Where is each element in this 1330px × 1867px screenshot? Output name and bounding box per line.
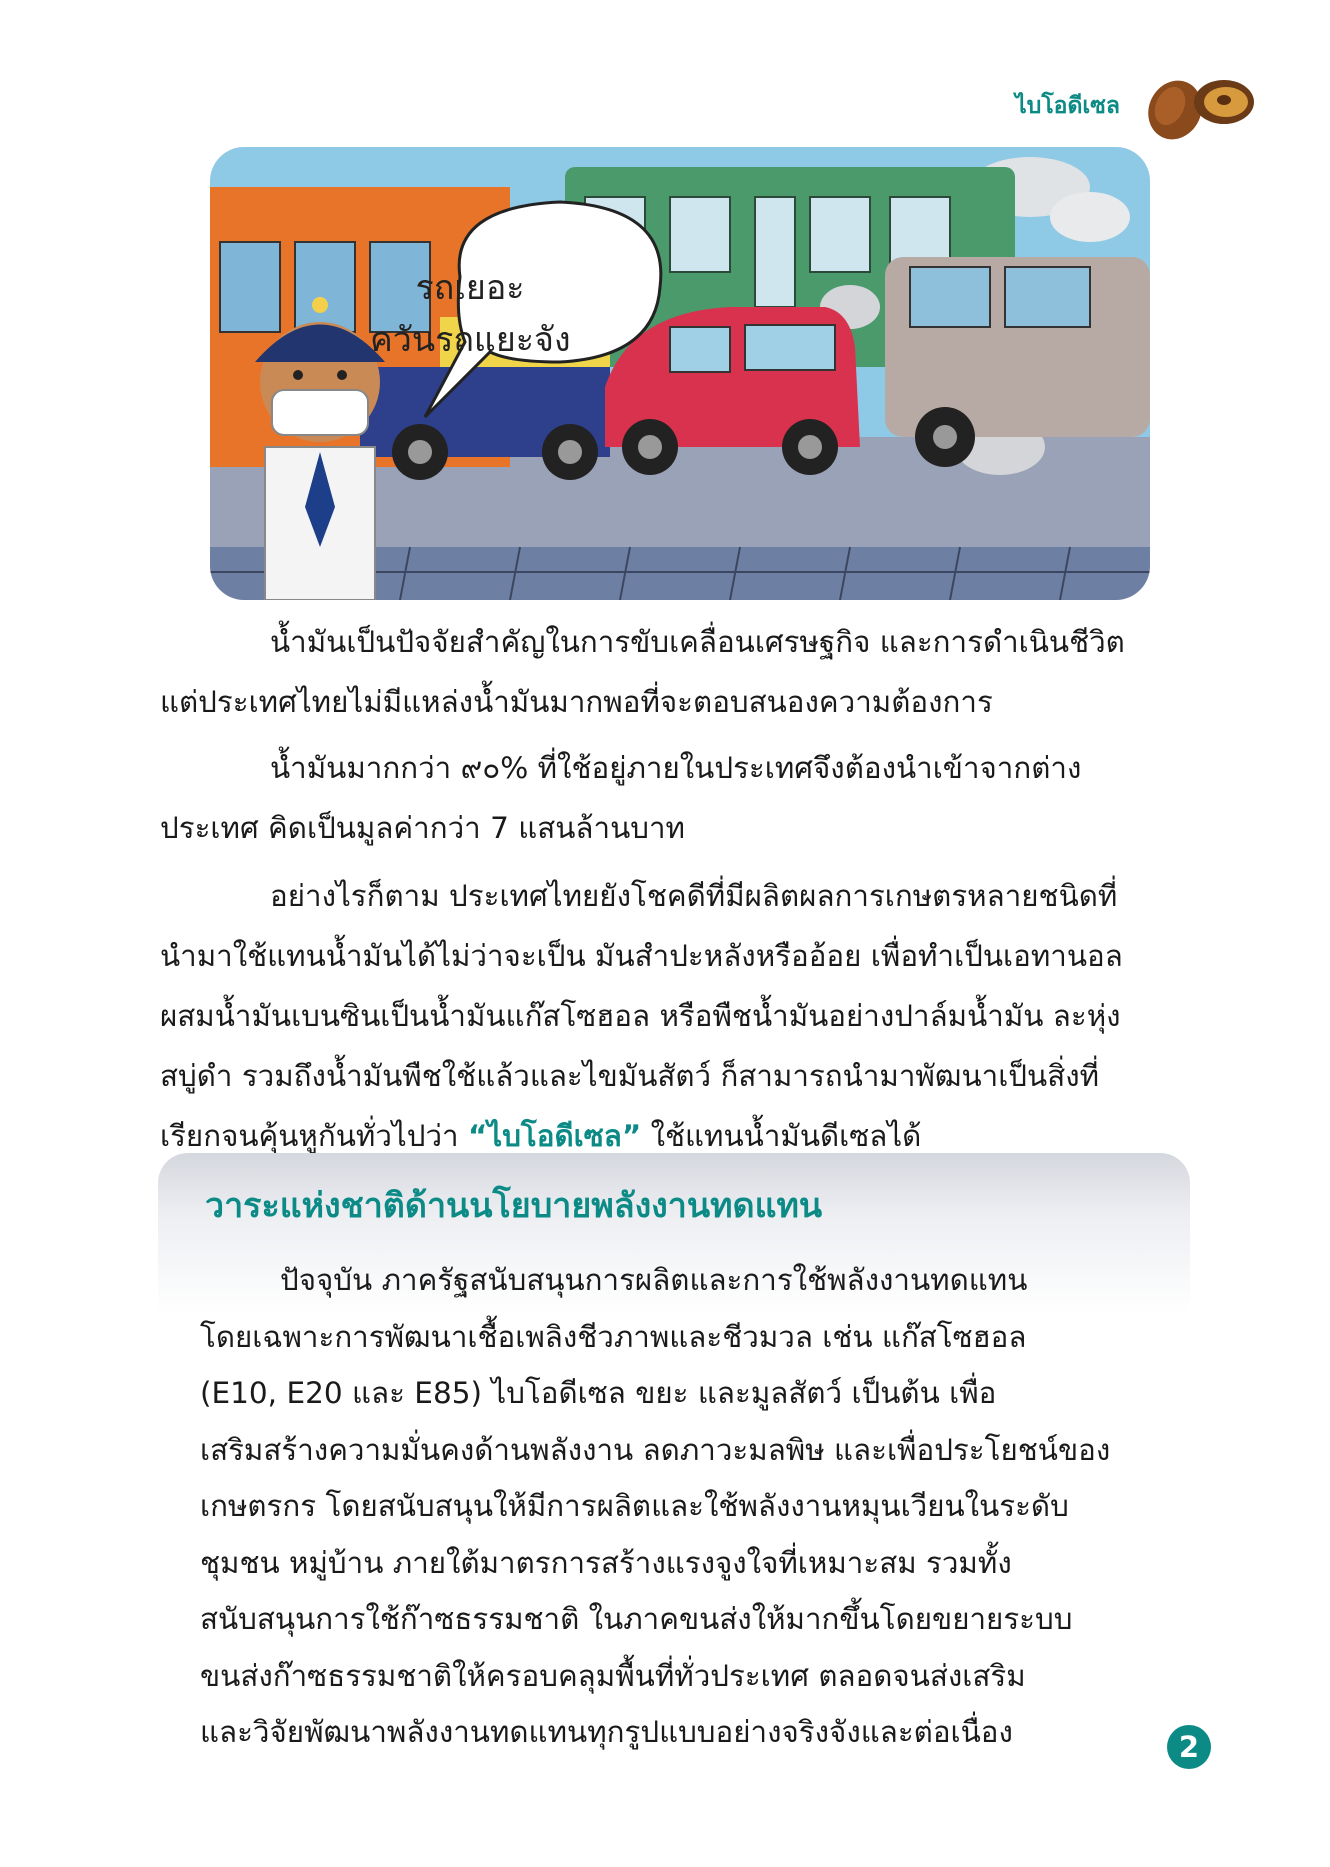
running-title: ไบโอดีเซล (1015, 93, 1120, 119)
paragraph-line: ประเทศ คิดเป็นมูลค่ากว่า 7 แสนล้านบาท (160, 811, 685, 845)
policy-line: ปัจจุบัน ภาครัฐสนับสนุนการผลิตและการใช้พลังงานทดแทน (280, 1263, 1028, 1297)
paragraph-line: เรียกจนคุ้นหูกันทั่วไปว่า (160, 1119, 468, 1153)
policy-line: ชุมชน หมู่บ้าน ภายใต้มาตรการสร้างแรงจูงใจที่เหมาะสม รวมทั้ง (200, 1545, 1012, 1580)
palm-seed-icon (1140, 72, 1258, 144)
policy-line: ขนส่งก๊าซธรรมชาติให้ครอบคลุมพื้นที่ทั่วประเทศ ตลอดจนส่งเสริม (200, 1658, 1026, 1693)
policy-line: (E10, E20 และ E85) ไบโอดีเซล ขยะ และมูลสัตว์ เป็นต้น เพื่อ (200, 1376, 997, 1410)
policy-line: โดยเฉพาะการพัฒนาเชื้อเพลิงชีวภาพและชีวมวล เช่น แก๊สโซฮอล (200, 1319, 1027, 1354)
paragraph-line: สบู่ดำ รวมถึงน้ำมันพืชใช้แล้วและไขมันสัตว์ ก็สามารถนำมาพัฒนาเป็นสิ่งที่ (160, 1059, 1100, 1093)
traffic-illustration (210, 147, 1150, 600)
paragraph-line: น้ำมันเป็นปัจจัยสำคัญในการขับเคลื่อนเศรษฐกิจ และการดำเนินชีวิต (270, 625, 1125, 659)
speech-line: รถเยอะ (415, 268, 525, 308)
policy-body (200, 1252, 1140, 1761)
policy-line: สนับสนุนการใช้ก๊าซธรรมชาติ ในภาคขนส่งให้มากขึ้นโดยขยายระบบ (200, 1602, 1073, 1636)
paragraph-line: น้ำมันมากกว่า ๙๐% ที่ใช้อยู่ภายในประเทศจึงต้องนำเข้าจากต่าง (270, 751, 1082, 785)
policy-line: เสริมสร้างความมั่นคงด้านพลังงาน ลดภาวะมลพิษ และเพื่อประโยชน์ของ (200, 1432, 1111, 1467)
paragraph-line: ผสมน้ำมันเบนซินเป็นน้ำมันแก๊สโซฮอล หรือพืชน้ำมันอย่างปาล์มน้ำมัน ละหุ่ง (160, 999, 1121, 1033)
paragraph-2 (160, 738, 1190, 858)
paragraph-line: อย่างไรก็ตาม ประเทศไทยยังโชคดีที่มีผลิตผลการเกษตรหลายชนิดที่ (270, 879, 1118, 913)
paragraph-3 (160, 866, 1190, 1166)
biodiesel-term: “ไบโอดีเซล” (467, 1119, 642, 1153)
page-number: 2 (1167, 1725, 1211, 1769)
paragraph-1 (160, 612, 1190, 732)
speech-bubble (370, 262, 570, 366)
paragraph-line: ใช้แทนน้ำมันดีเซลได้ (641, 1119, 922, 1153)
paragraph-line: นำมาใช้แทนน้ำมันได้ไม่ว่าจะเป็น มันสำปะหลังหรืออ้อย เพื่อทำเป็นเอทานอล (160, 939, 1123, 973)
policy-line: เกษตรกร โดยสนับสนุนให้มีการผลิตและใช้พลังงานหมุนเวียนในระดับ (200, 1489, 1069, 1523)
policy-line: และวิจัยพัฒนาพลังงานทดแทนทุกรูปแบบอย่างจริงจังและต่อเนื่อง (200, 1715, 1013, 1749)
speech-line: ควันรถแยะจัง (370, 320, 571, 360)
paragraph-line: แต่ประเทศไทยไม่มีแหล่งน้ำมันมากพอที่จะตอบสนองความต้องการ (160, 685, 993, 719)
policy-title: วาระแห่งชาติด้านนโยบายพลังงานทดแทน (205, 1186, 823, 1226)
